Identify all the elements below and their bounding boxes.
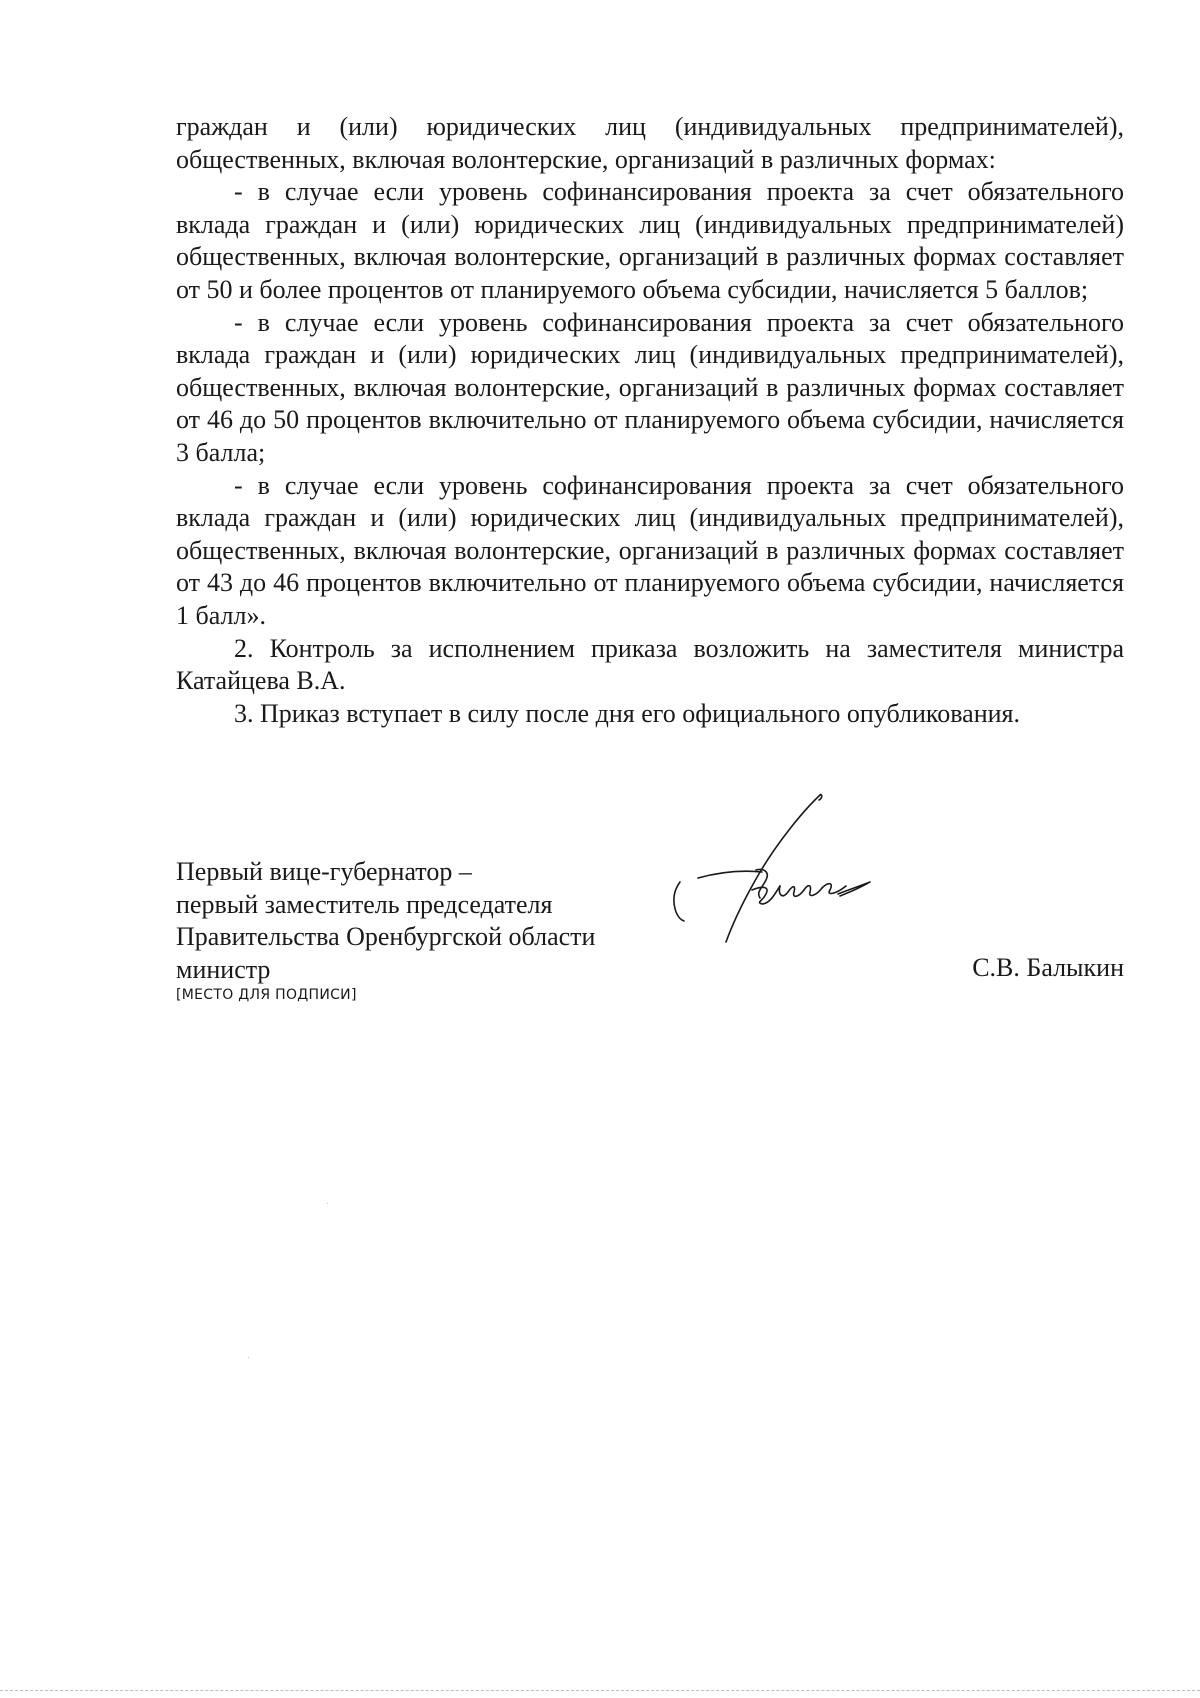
signature-placeholder: [МЕСТО ДЛЯ ПОДПИСИ] xyxy=(176,987,357,1003)
scan-speck xyxy=(327,1203,328,1204)
signatory-position xyxy=(176,856,646,986)
paragraph-effective-date: 3. Приказ вступает в силу после дня его официального опубликования. xyxy=(234,698,1020,728)
document-body xyxy=(176,111,1124,730)
handwritten-signature xyxy=(670,790,880,955)
position-line: первый заместитель председателя xyxy=(176,889,553,919)
paragraph-control-clause: 2. Контроль за исполнением приказа возложить на заместителя министра Катайцева В.А. xyxy=(176,633,1124,696)
paragraph-criterion-1-point: - в случае если уровень софинансирования проекта за счет обязательного вклада граждан и (или) юридических лиц (индивидуальных предпринимателей), общественных, включая волонтерские, организаций в различных формах составляет от 43 до 46 процентов включительно от планируемого объема субсидии, начисляется 1 балл». xyxy=(176,470,1124,630)
scan-speck xyxy=(248,1357,249,1358)
signer-name: С.В. Балыкин xyxy=(972,953,1124,982)
position-line: Первый вице-губернатор – xyxy=(176,857,472,886)
paragraph-criterion-5-points: - в случае если уровень софинансирования проекта за счет обязательного вклада граждан и (или) юридических лиц (индивидуальных предпринимателей) общественных, включая волонтерские, организаций в различных формах составляет от 50 и более процентов от планируемого объема субсидии, начисляется 5 баллов; xyxy=(176,177,1124,304)
paragraph-criterion-3-points: - в случае если уровень софинансирования проекта за счет обязательного вклада граждан и (или) юридических лиц (индивидуальных предпринимателей), общественных, включая волонтерские, организаций в различных формах составляет от 46 до 50 процентов включительно от планируемого объема субсидии, начисляется 3 балла; xyxy=(176,307,1124,467)
paragraph-continuation: граждан и (или) юридических лиц (индивидуальных предпринимателей), общественных, включая волонтерские, организаций в различных формах: xyxy=(176,112,1124,174)
scan-edge-line xyxy=(0,1690,1200,1691)
position-line: министр xyxy=(176,954,271,984)
position-line: Правительства Оренбургской области xyxy=(176,922,596,952)
